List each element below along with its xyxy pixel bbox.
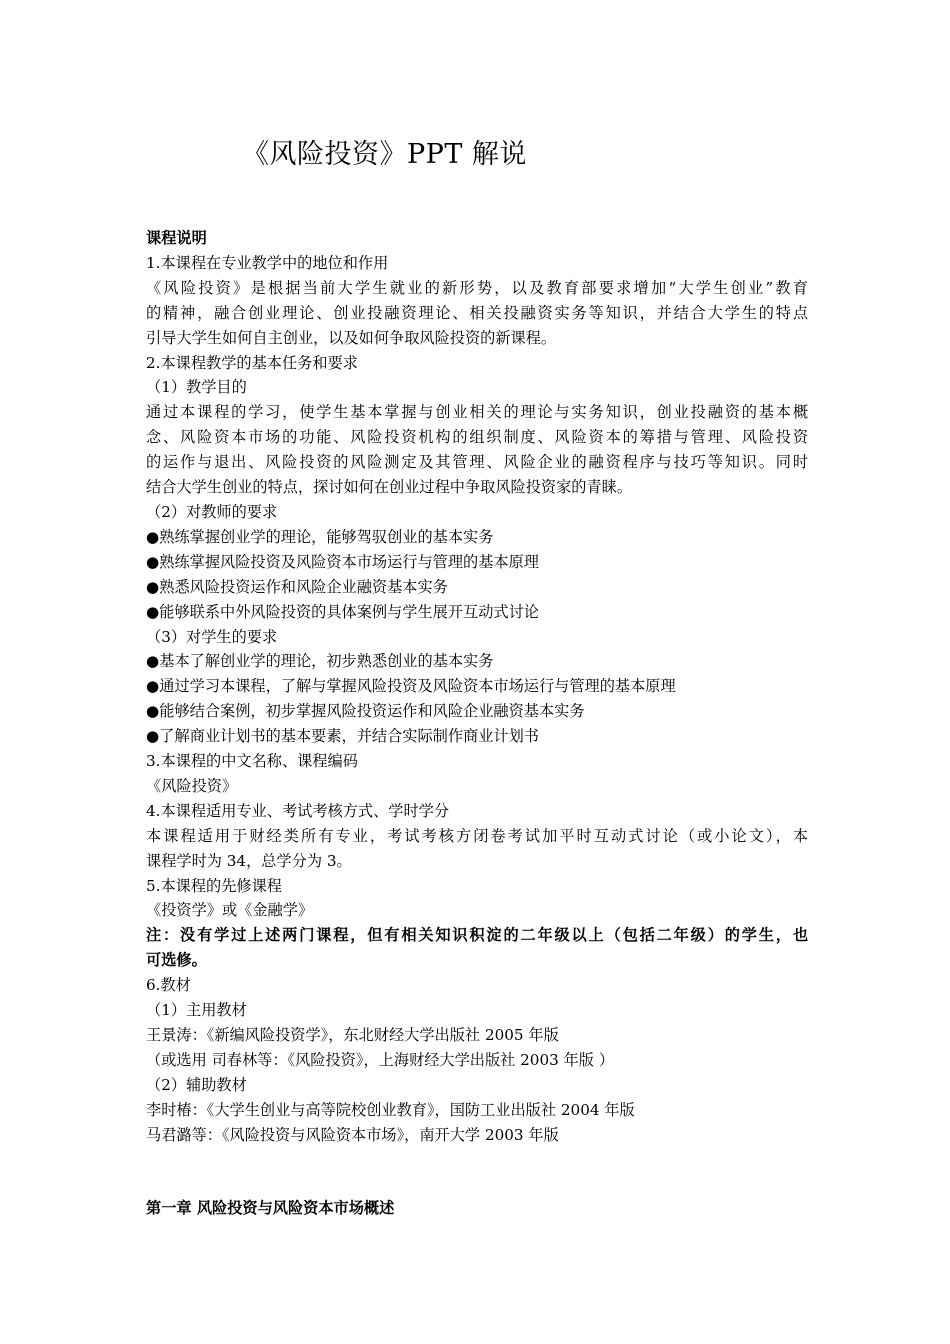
s2-subheading: （3）对学生的要求 — [146, 627, 278, 646]
chapter-heading: 第一章 风险投资与风险资本市场概述 — [146, 1199, 395, 1217]
s2-heading: 2.本课程教学的基本任务和要求 — [146, 353, 358, 372]
s2-subheading: （2）对教师的要求 — [146, 502, 278, 521]
teacher-bullet-item: ●熟练掌握创业学的理论，能够驾驭创业的基本实务 — [146, 527, 494, 546]
note-line: 可选修。 — [146, 951, 207, 970]
document-body — [146, 226, 808, 1148]
main-book-item: 王景涛：《新编风险投资学》，东北财经大学出版社 2005 年版 — [146, 1026, 559, 1044]
s2-paragraph-line: 通过本课程的学习，使学生基本掌握与创业相关的理论与实务知识，创业投融资的基本概 — [146, 403, 808, 422]
s1-paragraph-line: 的精神，融合创业理论、创业投融资理论、相关投融资实务等知识，并结合大学生的特点 — [146, 303, 808, 322]
document-title: 《风险投资》PPT 解说 — [242, 139, 527, 170]
teacher-bullet-item: ●能够联系中外风险投资的具体案例与学生展开互动式讨论 — [146, 602, 539, 621]
s4-paragraph-line: 本课程适用于财经类所有专业，考试考核方闭卷考试加平时互动式讨论（或小论文），本 — [146, 826, 808, 845]
s6-heading: 6.教材 — [146, 976, 191, 995]
student-bullet-item: ●基本了解创业学的理论，初步熟悉创业的基本实务 — [146, 652, 494, 671]
s3-heading: 3.本课程的中文名称、课程编码 — [146, 752, 358, 771]
s5-text: 《投资学》或《金融学》 — [146, 901, 314, 920]
s1-paragraph-line: 《风险投资》是根据当前大学生就业的新形势，以及教育部要求增加“大学生创业”教育 — [146, 278, 808, 297]
aux-book-item: 马君潞等：《风险投资与风险资本市场》，南开大学 2003 年版 — [146, 1125, 559, 1144]
aux-book-item: 李时椿：《大学生创业与高等院校创业教育》，国防工业出版社 2004 年版 — [146, 1100, 635, 1119]
s1-paragraph-line: 引导大学生如何自主创业，以及如何争取风险投资的新课程。 — [146, 328, 557, 347]
s4-paragraph-line: 课程学时为 34，总学分为 3。 — [146, 851, 352, 870]
s2-paragraph-line: 的运作与退出、风险投资的风险测定及其管理、风险企业的融资程序与技巧等知识。同时 — [146, 453, 808, 472]
student-bullet-item: ●了解商业计划书的基本要素，并结合实际制作商业计划书 — [146, 727, 539, 746]
teacher-bullet-item: ●熟练掌握风险投资及风险资本市场运行与管理的基本原理 — [146, 552, 539, 571]
s3-text: 《风险投资》 — [146, 776, 238, 795]
student-bullet-item: ●通过学习本课程，了解与掌握风险投资及风险资本市场运行与管理的基本原理 — [146, 677, 676, 696]
s6-subheading: （2）辅助教材 — [146, 1075, 247, 1094]
s4-heading: 4.本课程适用专业、考试考核方式、学时学分 — [146, 801, 450, 820]
student-bullet-item: ●能够结合案例，初步掌握风险投资运作和风险企业融资基本实务 — [146, 702, 585, 721]
s2-subheading: （1）教学目的 — [146, 378, 247, 397]
s6-subheading: （1）主用教材 — [146, 1001, 247, 1020]
section-heading: 课程说明 — [146, 229, 207, 247]
note-line: 注：没有学过上述两门课程，但有相关知识积淀的二年级以上（包括二年级）的学生，也 — [146, 926, 808, 945]
teacher-bullet-item: ●熟悉风险投资运作和风险企业融资基本实务 — [146, 577, 448, 596]
s2-paragraph-line: 念、风险资本市场的功能、风险投资机构的组织制度、风险资本的筹措与管理、风险投资 — [146, 428, 808, 447]
s5-heading: 5.本课程的先修课程 — [146, 876, 282, 895]
s2-paragraph-line: 结合大学生创业的特点，探讨如何在创业过程中争取风险投资家的青睐。 — [146, 478, 632, 497]
main-book-item: （或选用 司春林等：《风险投资》，上海财经大学出版社 2003 年版 ） — [146, 1050, 615, 1069]
s1-heading: 1.本课程在专业教学中的地位和作用 — [146, 253, 389, 272]
